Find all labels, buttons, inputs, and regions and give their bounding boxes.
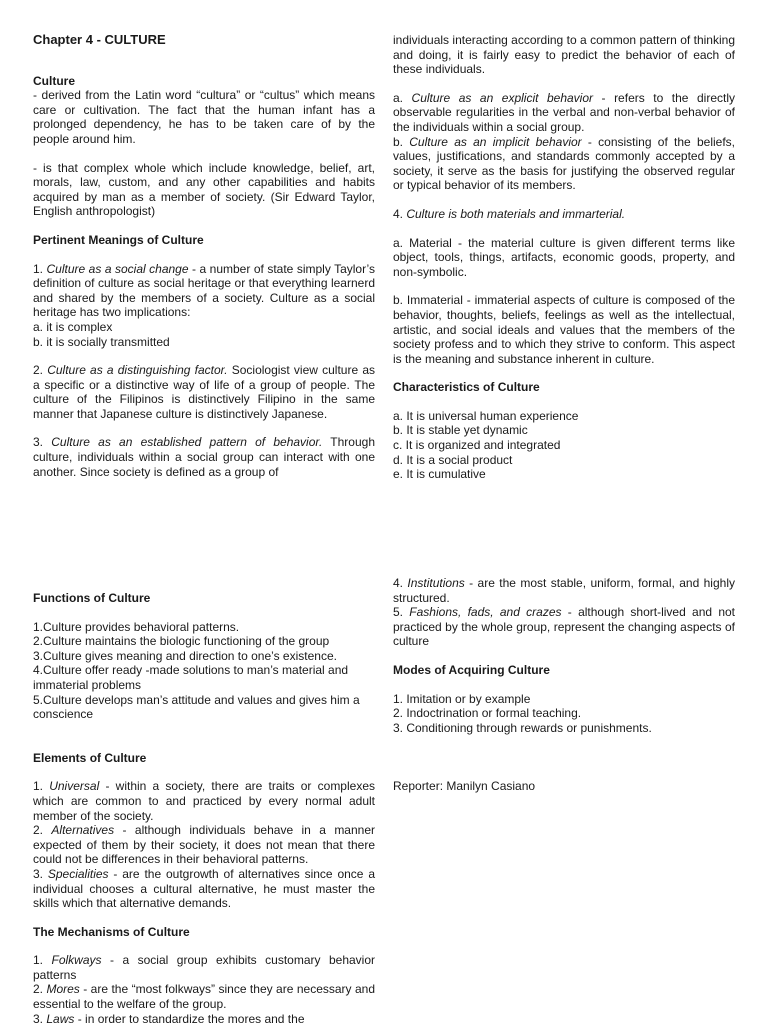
list-item: 3.Culture gives meaning and direction to one’s existence. xyxy=(33,648,337,663)
list-item: 2. Indoctrination or formal teaching. xyxy=(393,706,582,721)
reporter-name: Reporter: Manilyn Casiano xyxy=(393,779,536,794)
culture-definition-1: - derived from the Latin word “cultura” or “cultus” which means care or cultivation. The fact that the human infant has a prolonged dependency, he has to be taken care of by the people around him. xyxy=(33,88,375,146)
list-item: e. It is cumulative xyxy=(393,467,486,482)
culture-heading: Culture xyxy=(33,73,75,88)
functions-list xyxy=(33,620,375,722)
elements-heading: Elements of Culture xyxy=(33,750,147,765)
meaning-3-continued: individuals interacting according to a common pattern of thinking and doing, it is fairly easy to predict the behavior of each of these individuals. xyxy=(393,33,735,77)
mechanism-laws: 3. Laws - in order to standardize the mores and the xyxy=(33,1011,305,1026)
list-item: d. It is a social product xyxy=(393,452,513,467)
page1-left-column xyxy=(33,33,375,479)
list-item: a. It is universal human experience xyxy=(393,408,579,423)
element-universal: 1. Universal - within a society, there are traits or complexes which are common to and practiced by every normal adult member of the society. xyxy=(33,779,375,823)
page2-left-column xyxy=(33,591,375,1026)
modes-list xyxy=(393,692,735,736)
page2-right-column xyxy=(393,576,735,794)
meaning-1-implication-a: a. it is complex xyxy=(33,319,113,334)
functions-heading: Functions of Culture xyxy=(33,591,151,605)
element-alternatives: 2. Alternatives - although individuals behave in a manner expected of them by their society, it does not mean that there could not be differences in their behavioral patterns. xyxy=(33,823,375,867)
list-item: 5.Culture develops man’s attitude and values and gives him a conscience xyxy=(33,692,360,722)
list-item: 4.Culture offer ready -made solutions to man’s material and immaterial problems xyxy=(33,663,349,692)
characteristics-list xyxy=(393,409,735,482)
list-item: 2.Culture maintains the biologic functioning of the group xyxy=(33,634,330,649)
meaning-3: 3. Culture as an established pattern of behavior. Through culture, individuals within a social group can interact with one another. Since society is defined as a group of xyxy=(33,435,375,479)
mechanism-folkways: 1. Folkways - a social group exhibits customary behavior patterns xyxy=(33,953,375,982)
immaterial-culture: b. Immaterial - immaterial aspects of culture is composed of the behavior, thoughts, beliefs, feelings as well as the intellectual, artistic, and social ideals and values that the members of the society profess and to which they strive to conform. This aspect is the meaning and substance inherent in culture. xyxy=(393,293,735,366)
explicit-behavior: a. Culture as an explicit behavior - refers to the directly observable regularities in the verbal and non-verbal behavior of the individuals within a social group. xyxy=(393,90,735,134)
mechanism-fashions: 5. Fashions, fads, and crazes - although short-lived and not practiced by the whole group, represent the changing aspects of culture xyxy=(393,605,736,649)
material-culture: a. Material - the material culture is given different terms like object, tools, things, artifacts, economic goods, property, and non-symbolic. xyxy=(393,235,735,279)
page1-right-column xyxy=(393,33,735,482)
element-specialities: 3. Specialities - are the outgrowth of alternatives since once a individual chooses a cultural alternative, he must master the skills which that alternative demands. xyxy=(33,866,375,911)
list-item: b. It is stable yet dynamic xyxy=(393,423,528,438)
meaning-4: 4. Culture is both materials and immarterial. xyxy=(393,206,626,221)
mechanism-institutions: 4. Institutions - are the most stable, uniform, formal, and highly structured. xyxy=(393,576,735,605)
meaning-1-implication-b: b. it is socially transmitted xyxy=(33,334,170,349)
list-item: 3. Conditioning through rewards or punishments. xyxy=(393,720,652,735)
modes-heading: Modes of Acquiring Culture xyxy=(393,662,550,677)
pertinent-meanings-heading: Pertinent Meanings of Culture xyxy=(33,232,204,247)
mechanisms-heading: The Mechanisms of Culture xyxy=(33,924,190,939)
characteristics-heading: Characteristics of Culture xyxy=(393,380,540,395)
chapter-title: Chapter 4 - CULTURE xyxy=(33,32,166,47)
list-item: c. It is organized and integrated xyxy=(393,438,561,453)
meaning-2: 2. Culture as a distinguishing factor. Sociologist view culture as a specific or a distinctive way of life of a group of people. The culture of the Filipinos is distinctively Filipino in the same manner that Japanese culture is distinctively Japanese. xyxy=(33,363,375,421)
meaning-1: 1. Culture as a social change - a number of state simply Taylor’s definition of culture as social heritage or that everything learnerd and shared by the members of a society. Culture as a social heritage has two implications: xyxy=(33,261,375,320)
culture-definition-2: - is that complex whole which include knowledge, belief, art, morals, law, custom, and any other capabilities and habits acquired by man as a member of society. (Sir Edward Taylor, English anthropologist) xyxy=(33,160,375,219)
mechanism-mores: 2. Mores - are the “most folkways” since they are necessary and essential to the welfare of the group. xyxy=(33,982,375,1012)
list-item: 1.Culture provides behavioral patterns. xyxy=(33,619,240,634)
list-item: 1. Imitation or by example xyxy=(393,691,531,706)
implicit-behavior: b. Culture as an implicit behavior - consisting of the beliefs, values, justifications, and standards commonly accepted by a society, it serve as the basis for justifying the observed regular or typical behavior of its members. xyxy=(393,134,735,193)
